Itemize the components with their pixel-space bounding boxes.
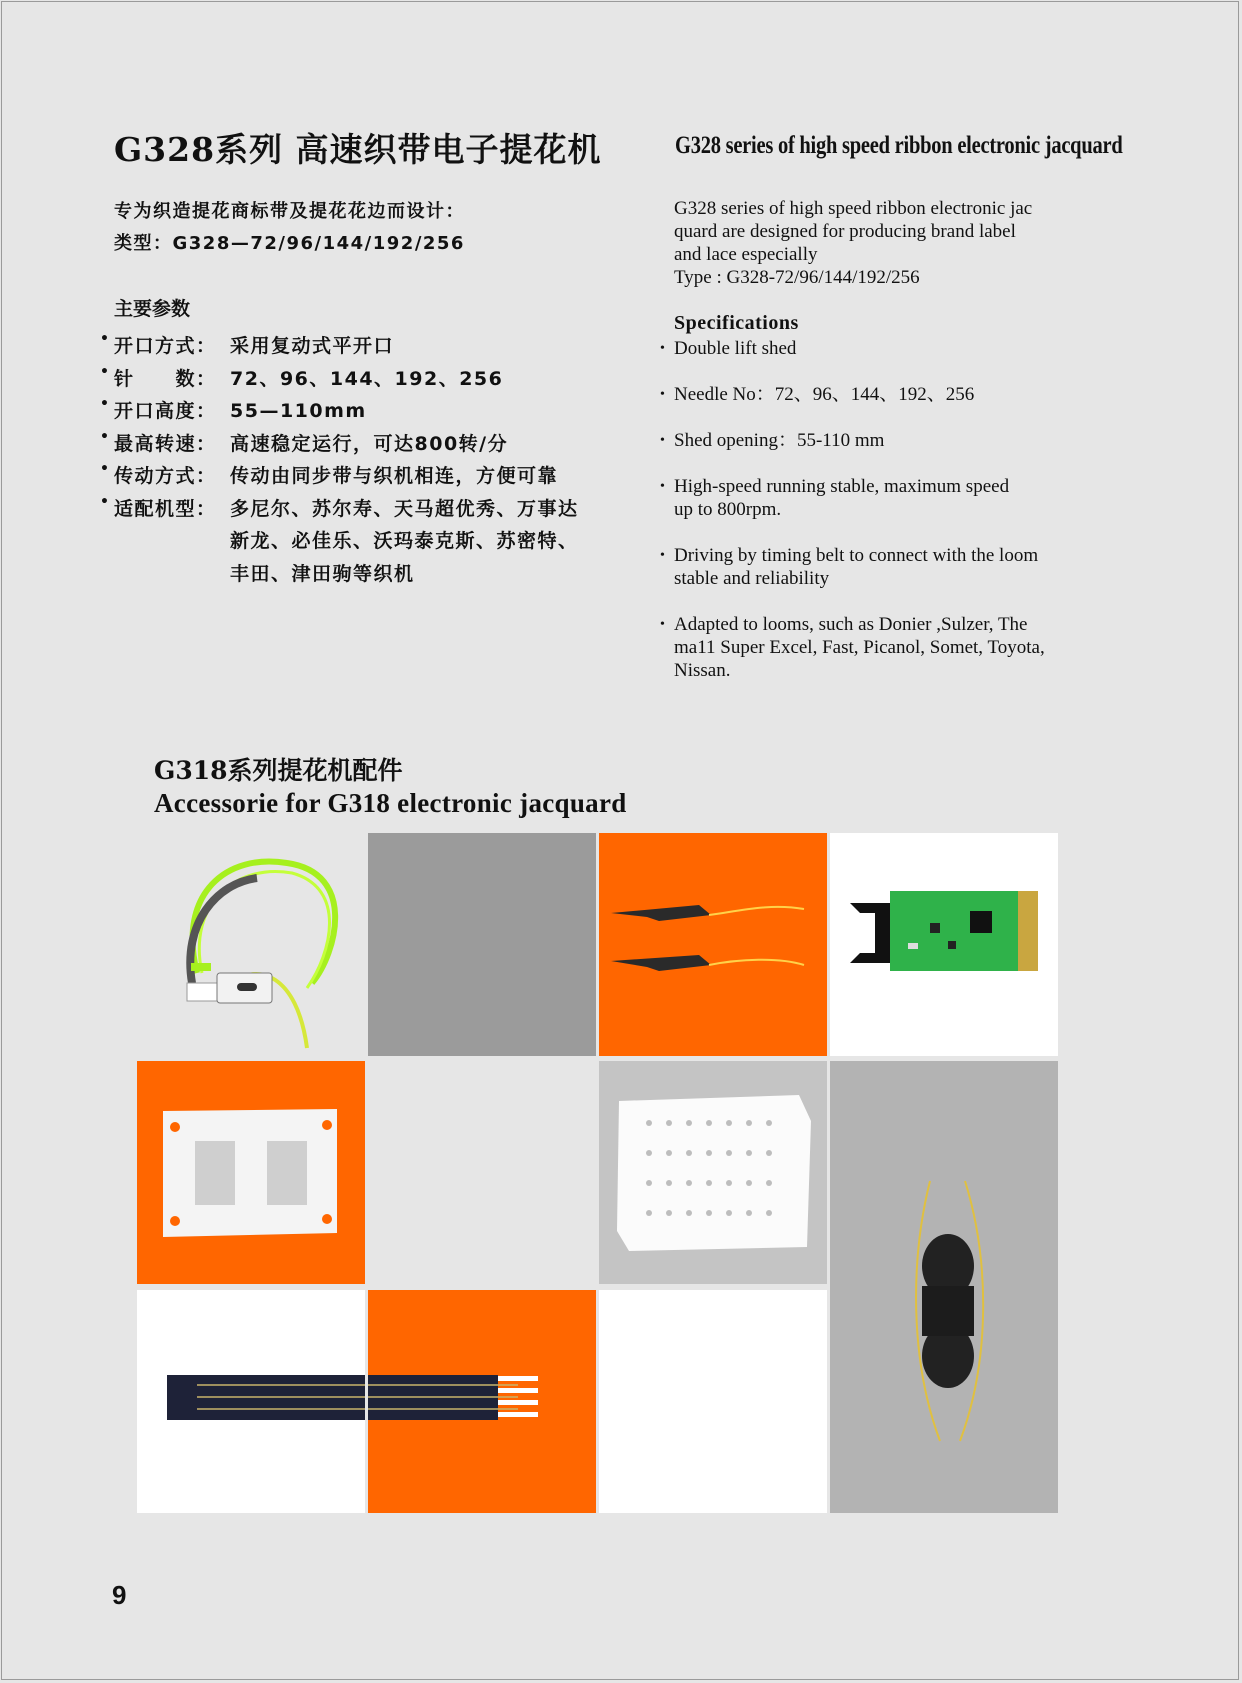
cn-spec-heading: 主要参数 <box>114 298 191 320</box>
cn-spec-row <box>100 460 579 493</box>
cn-title: G328系列 高速织带电子提花机 <box>114 130 602 169</box>
cn-spec-value: 传动由同步带与织机相连，方便可靠 <box>230 465 559 487</box>
cn-intro <box>114 196 465 260</box>
accessories-title-cn: G318系列提花机配件 <box>154 756 403 785</box>
cn-spec-label: 开口高度： <box>114 400 217 422</box>
en-spec-item <box>660 544 1045 590</box>
en-spec-text: Needle No：72、96、144、192、256 <box>674 384 975 405</box>
en-title: G328 series of high speed ribbon electronic jacquard <box>675 132 1123 159</box>
hook-assembly-photo-right <box>368 1290 596 1513</box>
cn-spec-row <box>100 363 579 396</box>
en-spec-item <box>660 429 1045 452</box>
cn-spec-value: 多尼尔、苏尔寿、天马超优秀、万事达 <box>230 497 579 520</box>
en-spec-item <box>660 475 1045 521</box>
cn-spec-list <box>100 330 579 590</box>
needle-board-plate-photo <box>137 1061 365 1284</box>
cn-spec-label: 传动方式： <box>114 465 217 487</box>
cn-spec-continuation: 丰田、津田驹等织机 <box>230 562 415 585</box>
circuit-board-image <box>830 833 1058 1056</box>
en-spec-item <box>660 613 1045 682</box>
en-spec-heading: Specifications <box>674 312 799 334</box>
en-spec-text: Shed opening：55-110 mm <box>674 430 885 451</box>
harness-cord-image <box>137 833 365 1056</box>
bullet-icon: • <box>100 331 111 347</box>
cn-spec-value: 采用复动式平开口 <box>230 335 395 357</box>
bullet-icon: • <box>660 387 665 402</box>
cn-spec-value: 高速稳定运行，可达800转/分 <box>230 432 509 455</box>
en-intro-line3: and lace especially <box>674 244 818 265</box>
pulley-image <box>830 1061 1058 1513</box>
cn-spec-label: 针 数： <box>114 367 217 390</box>
bullet-icon: • <box>100 428 111 445</box>
cn-spec-row <box>100 428 579 461</box>
page-number: 9 <box>112 1580 127 1610</box>
en-intro <box>674 197 1032 289</box>
hook-photo <box>599 833 827 1056</box>
cn-spec-row <box>100 395 579 428</box>
empty-tile <box>368 1061 596 1284</box>
harness-cord-photo <box>137 833 365 1056</box>
empty-white-tile <box>599 1290 827 1513</box>
accessories-photo-grid <box>137 833 1059 1513</box>
hook-image <box>599 833 827 1056</box>
en-intro-line4: Type : G328-72/96/144/192/256 <box>674 267 920 288</box>
bullet-icon: • <box>100 396 111 412</box>
bullet-icon: • <box>660 341 665 356</box>
bullet-icon: • <box>660 548 665 563</box>
gray-placeholder-tile <box>368 833 596 1056</box>
bullet-icon: • <box>660 479 665 494</box>
cn-spec-value: 55—110mm <box>230 400 367 422</box>
bullet-icon: • <box>660 617 665 632</box>
en-spec-text: Driving by timing belt to connect with the loom stable and reliability <box>674 545 1039 589</box>
en-spec-item <box>660 337 1045 360</box>
cn-spec-label: 最高转速： <box>114 432 217 455</box>
cn-spec-continuation: 新龙、必佳乐、沃玛泰克斯、苏密特、 <box>230 530 579 552</box>
en-spec-list <box>660 337 1045 682</box>
bullet-icon: • <box>100 461 111 477</box>
en-spec-text: Adapted to looms, such as Donier ,Sulzer, The ma11 Super Excel, Fast, Picanol, Somet, Toyota, Nissan. <box>674 614 1045 681</box>
bullet-icon: • <box>100 363 111 380</box>
pulley-photo <box>830 1061 1058 1513</box>
cn-spec-row <box>100 493 579 526</box>
cn-spec-row <box>100 330 579 363</box>
en-spec-text: High-speed running stable, maximum speed up to 800rpm. <box>674 476 1010 520</box>
cn-spec-label: 适配机型： <box>114 497 217 520</box>
guide-plate-photo <box>599 1061 827 1284</box>
accessories-title-en: Accessorie for G318 electronic jacquard <box>154 788 627 818</box>
bullet-icon: • <box>100 493 111 510</box>
en-intro-line2: quard are designed for producing brand label <box>674 221 1016 242</box>
en-spec-text: Double lift shed <box>674 338 797 359</box>
guide-plate-image <box>599 1061 827 1284</box>
cn-intro-line2: 类型：G328—72/96/144/192/256 <box>114 233 465 254</box>
hook-assembly-image-right <box>368 1290 596 1513</box>
cn-spec-value: 72、96、144、192、256 <box>230 367 504 390</box>
en-intro-line1: G328 series of high speed ribbon electronic jac <box>674 198 1033 219</box>
bullet-icon: • <box>660 433 665 448</box>
hook-assembly-photo-left <box>137 1290 365 1513</box>
cn-spec-label: 开口方式： <box>114 335 217 357</box>
circuit-board-photo <box>830 833 1058 1056</box>
hook-assembly-image-left <box>137 1290 365 1513</box>
en-spec-item <box>660 383 1045 406</box>
needle-board-plate-image <box>137 1061 365 1284</box>
cn-intro-line1: 专为织造提花商标带及提花花边而设计： <box>114 201 465 222</box>
